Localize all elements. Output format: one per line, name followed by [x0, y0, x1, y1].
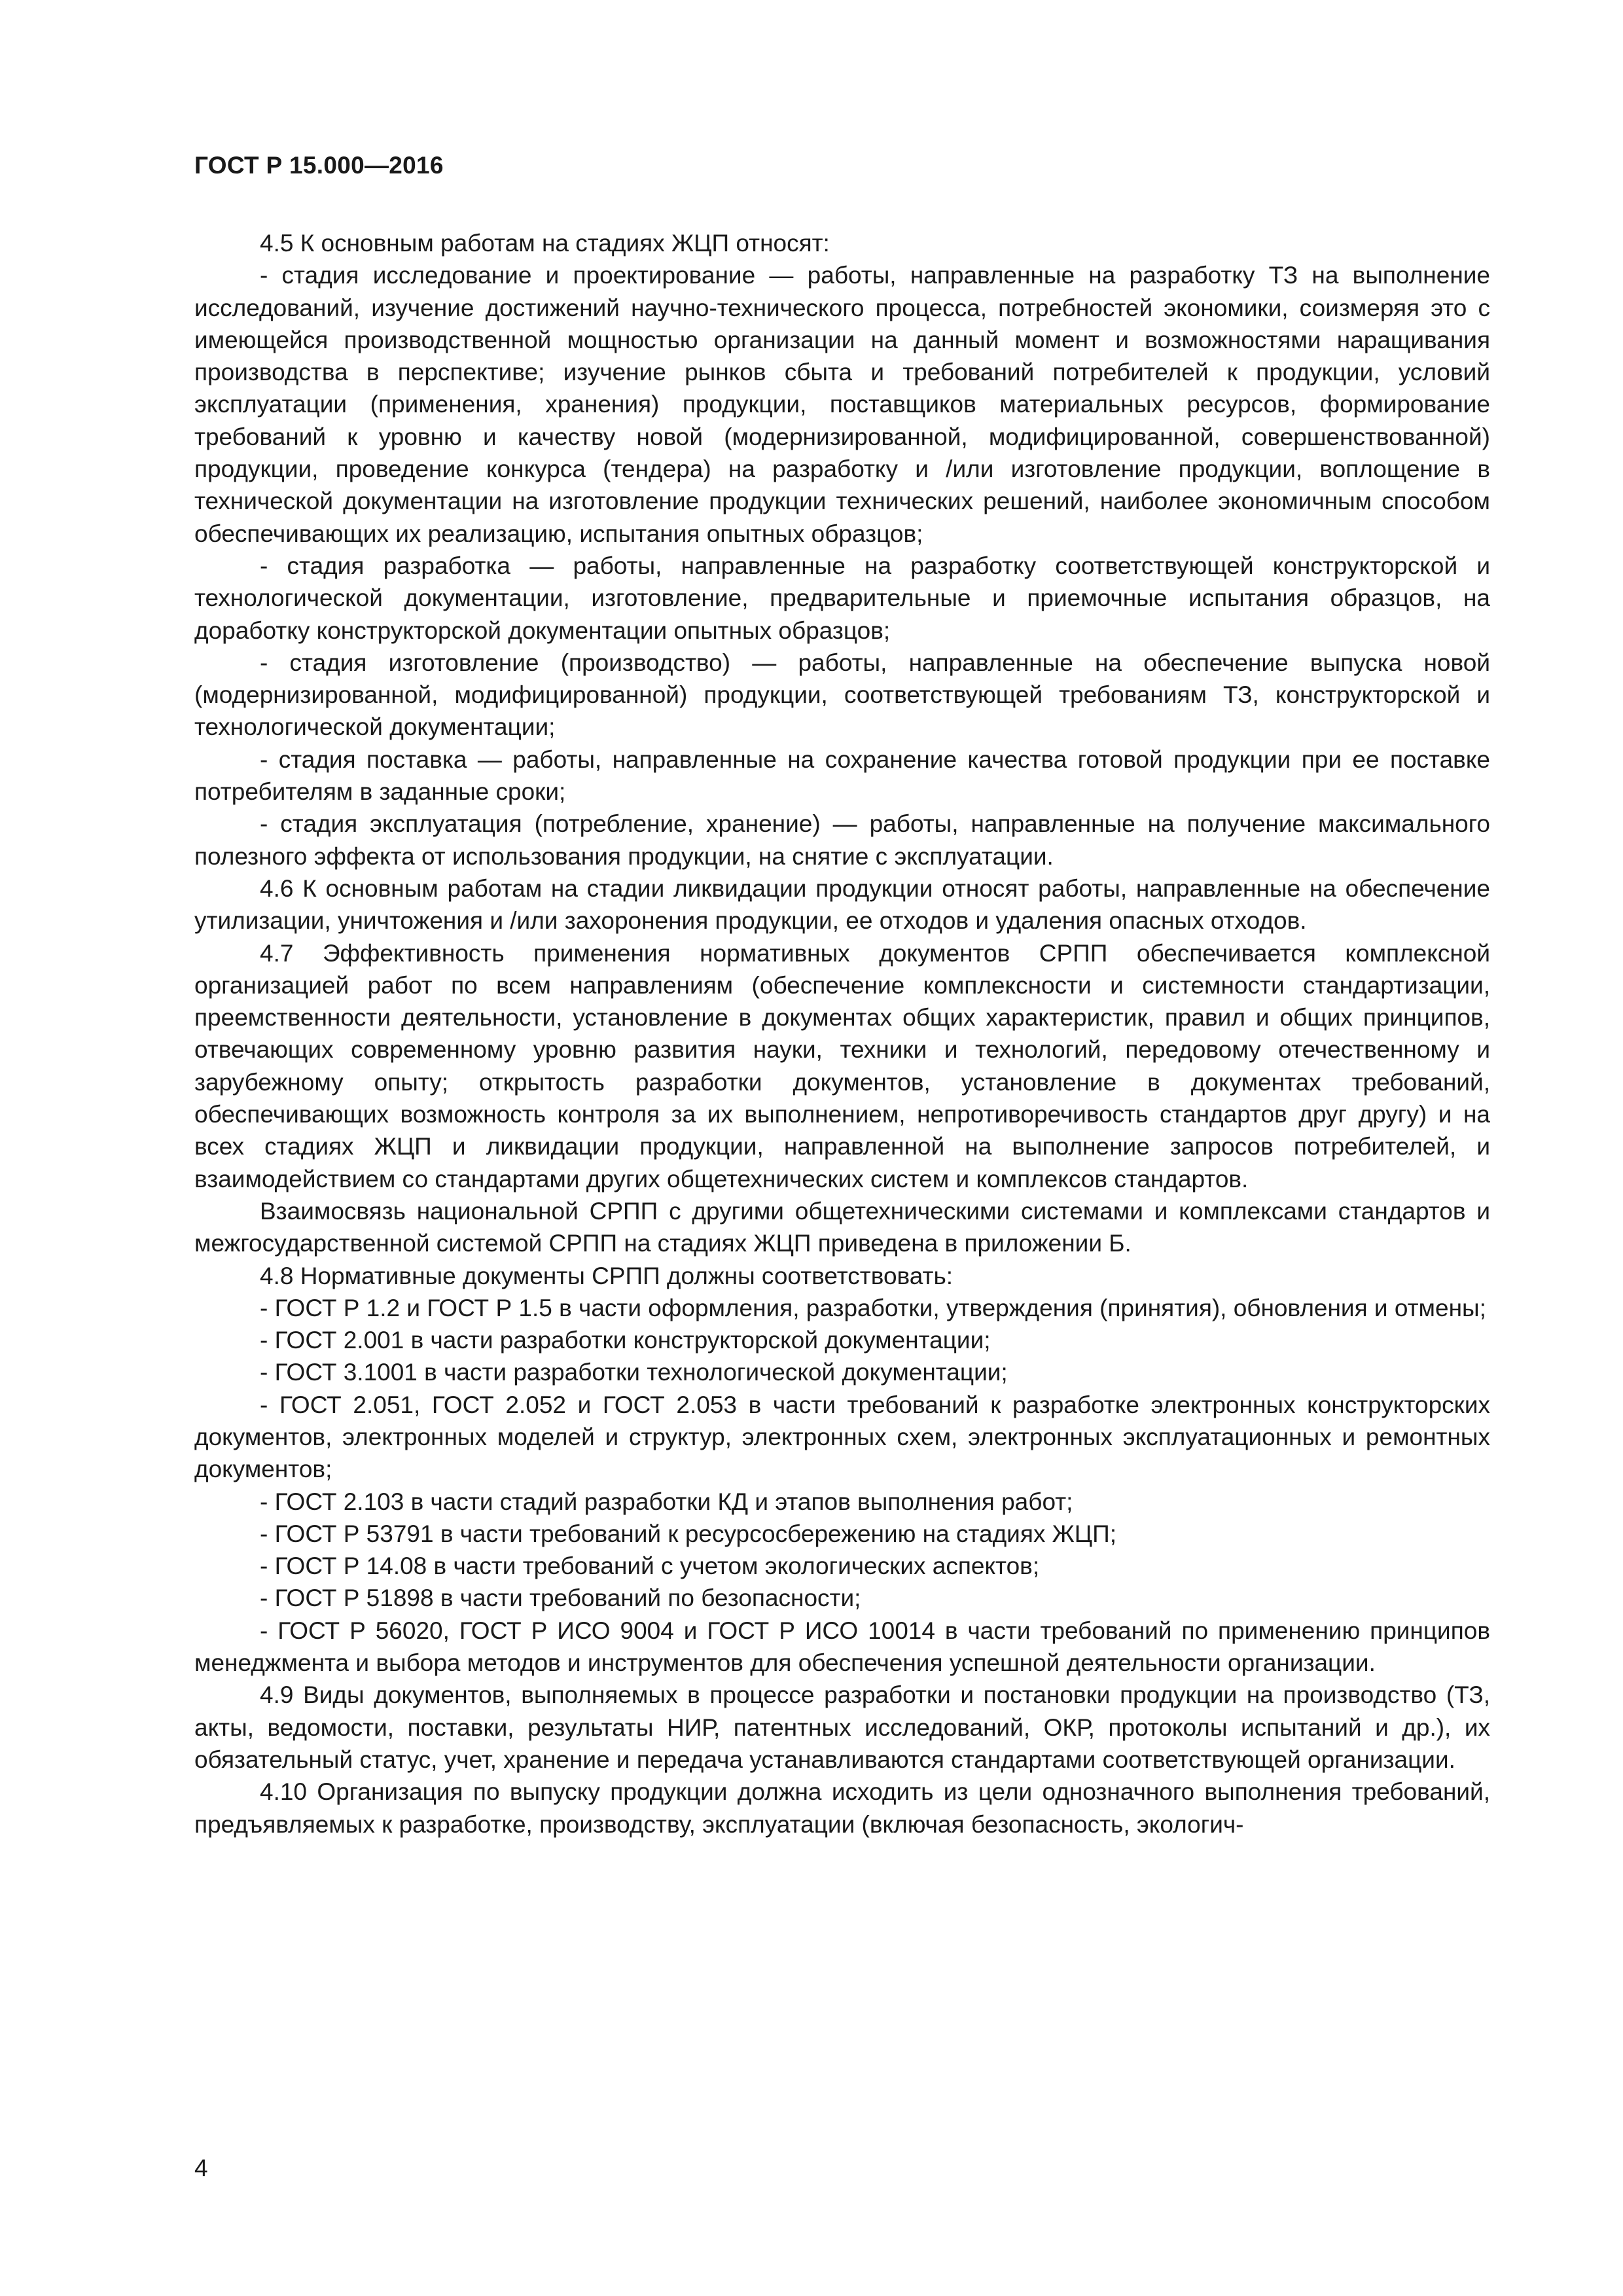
list-item-gost-r-1-2: - ГОСТ Р 1.2 и ГОСТ Р 1.5 в части оформления, разработки, утверждения (принятия), обновления и отмены; [260, 1294, 1486, 1321]
page-number: 4 [194, 2155, 208, 2181]
paragraph-4-10: 4.10 Организация по выпуску продукции должна исходить из цели однозначного выполнения требований, предъявляемых к разработке, производству, эксплуатации (включая безопасность, экологич- [194, 1778, 1490, 1838]
list-item-development: - стадия разработка — работы, направленные на разработку соответствующей конструкторской и технологической документации, изготовление, предварительные и приемочные испытания образцов, на доработку конструкторской документации опытных образцов; [194, 552, 1490, 644]
paragraph-4-9: 4.9 Виды документов, выполняемых в процессе разработки и постановки продукции на производство (ТЗ, акты, ведомости, поставки, результаты НИР, патентных исследований, ОКР, протоколы испытаний и др.), их обязательный статус, учет, хранение и передача устанавливаются стандартами соответствующей организации. [194, 1681, 1490, 1773]
list-item-gost-2-051: - ГОСТ 2.051, ГОСТ 2.052 и ГОСТ 2.053 в части требований к разработке электронных конструкторских документов, электронных моделей и структур, электронных схем, электронных эксплуатационных и ремонтных документов; [194, 1391, 1490, 1483]
paragraph-interrelation: Взаимосвязь национальной СРПП с другими общетехническими системами и комплексами стандартов и межгосударственной системой СРПП на стадиях ЖЦП приведена в приложении Б. [194, 1197, 1490, 1257]
list-item-gost-r-56020: - ГОСТ Р 56020, ГОСТ Р ИСО 9004 и ГОСТ Р ИСО 10014 в части требований по применению принципов менеджмента и выбора методов и инструментов для обеспечения успешной деятельности организации. [194, 1617, 1490, 1677]
list-item-gost-r-14-08: - ГОСТ Р 14.08 в части требований с учетом экологических аспектов; [260, 1552, 1040, 1580]
list-item-gost-3-1001: - ГОСТ 3.1001 в части разработки технологической документации; [260, 1359, 1008, 1386]
list-item-manufacturing: - стадия изготовление (производство) — работы, направленные на обеспечение выпуска новой (модернизированной, модифицированной) продукции, соответствующей требованиям ТЗ, конструкторской и технологической документации; [194, 649, 1490, 741]
list-item-research-design: - стадия исследование и проектирование — работы, направленные на разработку ТЗ на выполнение исследований, изучение достижений научно-технического процесса, потребностей экономики, соизмеряя это с имеющейся производственной мощностью организации на данный момент и возможностями наращивания производства в перспективе; изучение рынков сбыта и требований потребителей к продукции, условий эксплуатации (применения, хранения) продукции, поставщиков материальных ресурсов, формирование требований к уровню и качеству новой (модернизированной, модифицированной, совершенствованной) продукции, проведение конкурса (тендера) на разработку и /или изготовление продукции, воплощение в технической документации на изготовление продукции технических решений, наиболее экономичным способом обеспечивающих их реализацию, испытания опытных образцов; [194, 262, 1490, 547]
paragraph-4-6: 4.6 К основным работам на стадии ликвидации продукции относят работы, направленные на обеспечение утилизации, уничтожения и /или захоронения продукции, ее отходов и удаления опасных отходов. [194, 874, 1490, 935]
document-body [194, 227, 1490, 1840]
list-item-operation: - стадия эксплуатация (потребление, хранение) — работы, направленные на получение максимального полезного эффекта от использования продукции, на снятие с эксплуатации. [194, 810, 1490, 870]
list-item-gost-2-103: - ГОСТ 2.103 в части стадий разработки КД и этапов выполнения работ; [260, 1488, 1073, 1515]
document-code-header: ГОСТ Р 15.000—2016 [194, 152, 444, 179]
paragraph-4-8: 4.8 Нормативные документы СРПП должны соответствовать: [260, 1262, 954, 1289]
paragraph-4-7: 4.7 Эффективность применения нормативных документов СРПП обеспечивается комплексной организацией работ по всем направлениям (обеспечение комплексности и системности стандартизации, преемственности деятельности, установление в документах общих характеристик, правил и общих принципов, отвечающих современному уровню развития науки, техники и технологий, передовому отечественному и зарубежному опыту; открытость разработки документов, установление в документах требований, обеспечивающих возможность контроля за их выполнением, непротиворечивость стандартов друг другу) и на всех стадиях ЖЦП и ликвидации продукции, направленной на выполнение запросов потребителей, и взаимодействием со стандартами других общетехнических систем и комплексов стандартов. [194, 939, 1490, 1193]
paragraph-4-5: 4.5 К основным работам на стадиях ЖЦП относят: [260, 230, 830, 257]
list-item-gost-2-001: - ГОСТ 2.001 в части разработки конструкторской документации; [260, 1327, 991, 1354]
list-item-gost-r-53791: - ГОСТ Р 53791 в части требований к ресурсосбережению на стадиях ЖЦП; [260, 1520, 1117, 1547]
list-item-gost-r-51898: - ГОСТ Р 51898 в части требований по безопасности; [260, 1585, 861, 1612]
list-item-delivery: - стадия поставка — работы, направленные на сохранение качества готовой продукции при ее поставке потребителям в заданные сроки; [194, 745, 1490, 806]
